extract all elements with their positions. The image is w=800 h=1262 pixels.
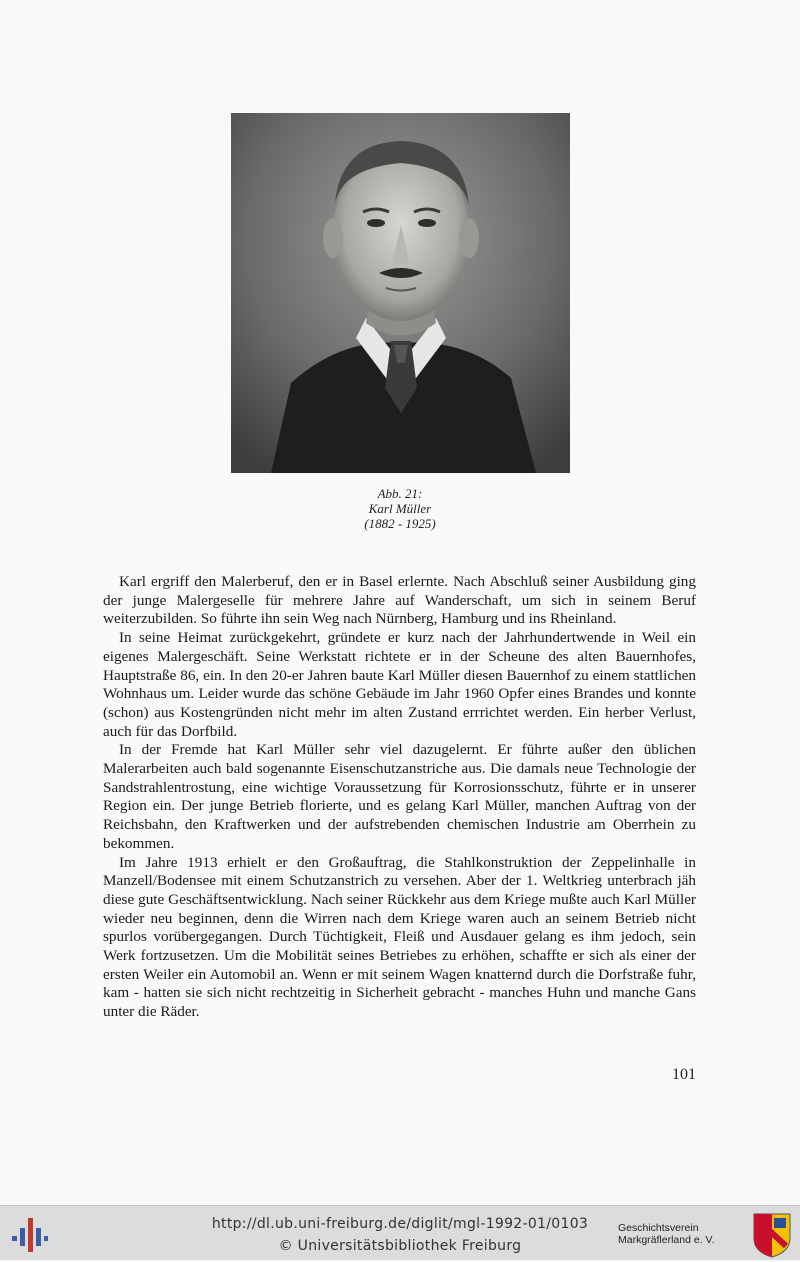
copyright-notice: © Universitätsbibliothek Freiburg bbox=[278, 1238, 522, 1254]
coat-of-arms-icon[interactable] bbox=[752, 1212, 792, 1258]
caption-name: Karl Müller bbox=[368, 501, 432, 516]
paragraph: Im Jahre 1913 erhielt er den Großauftrag, die Stahlkonstruktion der Zeppelinhalle in Manzell/Bodensee mit einem Schutzanstrich zu versehen. Aber der 1. Weltkrieg unterbrach jäh diese gute Geschäftsentwicklung. Nach seiner Rückkehr aus dem Kriege mußte auch Karl Müller wieder neu beginnen, denn die Wirren nach dem Kriege waren auch an seinem Betrieb nicht spurlos vorübergegangen. Durch Tüchtigkeit, Fleiß und Ausdauer gelang es ihm jedoch, sein Werk fortzusetzen. Um die Mobilität seines Betriebes zu erhöhen, schaffte er sich als einer der ersten Weiler ein Automobil an. Wenn er mit seinem Wagen knatternd durch die Dorfstraße fuhr, kam - hatten sie sich nicht rechtzeitig in Sicherheit gebracht - manches Huhn und manche Gans unter die Räder. bbox=[103, 853, 696, 1021]
paragraph: In seine Heimat zurückgekehrt, gründete er kurz nach der Jahrhundertwende in Weil ein eigenes Malergeschäft. Seine Werkstatt richtete er in der Scheune des alten Bauernhofes, Hauptstraße 86, ein. In den 20-er Jahren baute Karl Müller diesen Bauernhof zu einem stattlichen Wohnhaus um. Leider wurde das schöne Gebäude im Jahr 1960 Opfer eines Brandes und konnte (schon) aus Kostengründen nicht mehr im alten Zustand errrichtet werden. Ein herber Verlust, auch für das Dorfbild. bbox=[103, 629, 696, 740]
caption-label: Abb. 21: bbox=[377, 486, 423, 501]
portrait-photo bbox=[231, 113, 570, 473]
paragraph: In der Fremde hat Karl Müller sehr viel dazugelernt. Er führte außer den üblichen Malerarbeiten auch bald sogenannte Eisenschutzanstriche aus. Die damals neue Technologie der Sandstrahlentrostung, eine wichtige Voraussetzung für Korrosionsschutz, führte er in unserer Region ein. Der junge Betrieb florierte, und es gelang Karl Müller, manchen Auftrag von der Reichsbahn, den Kraftwerken und der aufstrebenden chemischen Industrie am Oberrhein zu bekommen. bbox=[103, 741, 696, 852]
permalink-link[interactable]: http://dl.ub.uni-freiburg.de/diglit/mgl-1992-01/0103 bbox=[211, 1216, 589, 1232]
body-text bbox=[103, 573, 696, 1022]
page-number: 101 bbox=[672, 1066, 696, 1083]
viewer-footer bbox=[0, 1205, 800, 1260]
society-line: Markgräflerland e. V. bbox=[618, 1234, 715, 1246]
society-line: Geschichtsverein bbox=[618, 1222, 699, 1234]
figure-caption bbox=[0, 486, 800, 531]
paragraph: Karl ergriff den Malerberuf, den er in Basel erlernte. Nach Abschluß seiner Ausbildung ging der junge Malergeselle für mehrere Jahre auf Wanderschaft, um sich in seinem Beruf weiterzubilden. So führte ihn sein Weg nach Nürnberg, Hamburg und ins Rheinland. bbox=[103, 573, 696, 628]
society-name bbox=[618, 1222, 748, 1246]
portrait-image bbox=[231, 113, 570, 473]
caption-dates: (1882 - 1925) bbox=[364, 516, 436, 531]
